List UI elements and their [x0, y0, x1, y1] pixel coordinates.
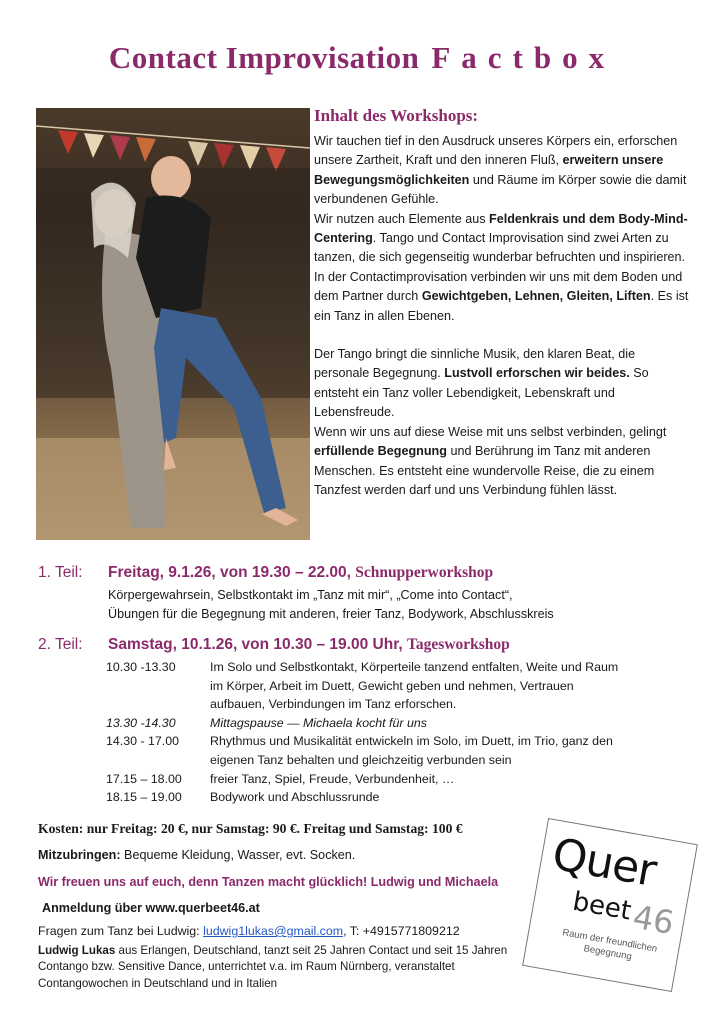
body-text-run: Wenn wir uns auf diese Weise mit uns selbst verbinden, gelingt	[314, 424, 667, 439]
schedule-desc: Bodywork und Abschlussrunde	[210, 790, 380, 805]
workshop-heading: Inhalt des Workshops:	[314, 106, 479, 125]
bring-line	[38, 848, 355, 862]
part2-label: 2. Teil:	[38, 636, 83, 653]
part1-title: Schnupperworkshop	[355, 564, 494, 581]
body-text-run: So entsteht ein Tanz voller Lebendigkeit, Lebenskraft und Lebensfreude.	[314, 366, 649, 420]
schedule-desc: Mittagspause — Michaela kocht für uns	[210, 715, 427, 730]
part2-heading	[38, 636, 510, 654]
part2-date: Samstag, 10.1.26, von 10.30 – 19.00 Uhr,	[108, 636, 403, 653]
registration-line: Anmeldung über www.querbeet46.at	[42, 901, 260, 915]
workshop-paragraph-4	[314, 423, 690, 501]
title-factbox: Factbox	[431, 40, 616, 75]
bio-name: Ludwig Lukas	[38, 944, 116, 957]
schedule-time: 18.15 – 19.00	[106, 790, 182, 805]
schedule-table	[106, 658, 630, 807]
dance-photo	[36, 108, 310, 540]
emphasis-text: erfüllende Begegnung	[314, 444, 447, 459]
emphasis-text: Feldenkrais und dem Body-Mind-Centering	[314, 211, 688, 246]
schedule-time: 14.30 - 17.00	[106, 734, 180, 749]
welcome-line: Wir freuen uns auf euch, denn Tanzen macht glücklich! Ludwig und Michaela	[38, 875, 499, 889]
body-text-run: . Es ist ein Tanz in allen Ebenen.	[314, 289, 689, 323]
schedule-time: 17.15 – 18.00	[106, 771, 182, 786]
part1-label: 1. Teil:	[38, 564, 83, 581]
dance-photo-illustration	[36, 108, 310, 540]
part2-title: Tagesworkshop	[407, 636, 510, 653]
workshop-body	[314, 132, 690, 500]
body-text-run: . Tango und Contact Improvisation sind zwei Arten zu tanzen, die sich gegenseitig wunderbar befruchten und inspirieren. In der Contactimprovisation verbinden wir uns mit dem Boden und dem Partner durch	[314, 231, 686, 304]
emphasis-text: erweitern unsere Bewegungsmöglichkeiten	[314, 153, 664, 187]
logo-beet: beet	[570, 886, 634, 927]
schedule-row	[106, 732, 630, 769]
page-title	[0, 40, 724, 76]
body-text-run: Wir tauchen tief in den Ausdruck unseres Körpers ein, erforschen unsere Zartheit, Kraft und den inneren Fluß,	[314, 134, 678, 168]
schedule-desc: freier Tanz, Spiel, Freude, Verbundenheit, …	[210, 771, 455, 786]
body-text-run: und Räume im Körper sowie die damit verbundenen Gefühle.	[314, 172, 687, 207]
part1-date: Freitag, 9.1.26, von 19.30 – 22.00,	[108, 564, 351, 581]
schedule-row	[106, 658, 630, 714]
emphasis-text: Gewichtgeben, Lehnen, Gleiten, Liften	[421, 289, 651, 304]
part1-description	[108, 586, 554, 624]
schedule-time: 10.30 -13.30	[106, 660, 176, 674]
workshop-section	[314, 106, 690, 500]
body-text-run: und Berührung im Tanz mit anderen Menschen. Es entsteht eine wundervolle Reise, die zu einem Tanzfest werden darf und uns Verbindung fühlen lässt.	[314, 444, 655, 497]
bio-text: aus Erlangen, Deutschland, tanzt seit 25 Jahren Contact und seit 15 Jahren Contango bzw. Sensitive Dance, unterrichtet v.a. im Raum Nürnberg, veranstaltet Contangowochen in Deutschland und in Italien	[38, 944, 508, 990]
logo-quer: Quer	[548, 828, 660, 897]
schedule-row	[106, 714, 630, 733]
email-link[interactable]: ludwig1lukas@gmail.com	[203, 924, 344, 938]
title-main: Contact Improvisation	[108, 40, 420, 75]
body-text-run: Der Tango bringt die sinnliche Musik, den klaren Beat, die personale Begegnung.	[314, 347, 636, 381]
schedule-row	[106, 788, 630, 807]
costs-line: Kosten: nur Freitag: 20 €, nur Samstag: 90 €. Freitag und Samstag: 100 €	[38, 821, 463, 836]
contact-suffix: , T: +4915771809212	[343, 924, 460, 938]
part1-desc-line: Körpergewahrsein, Selbstkontakt im „Tanz mit mir“, „Come into Contact“,	[108, 588, 513, 602]
part1-heading	[38, 564, 493, 582]
logo-tagline: Raum der freundlichen Begegnung	[561, 927, 659, 963]
schedule-desc: Im Solo und Selbstkontakt, Körperteile tanzend entfalten, Weite und Raum im Körper, Arbeit im Duett, Gewicht geben und nehmen, Vertrauen aufbauen, Verbindungen im Tanz erforschen.	[210, 660, 619, 712]
teacher-bio	[38, 943, 528, 992]
workshop-paragraph-2	[314, 210, 690, 326]
contact-line	[38, 924, 460, 938]
workshop-paragraph-1	[314, 132, 690, 210]
querbeet-logo	[522, 818, 698, 992]
emphasis-text: Lustvoll erforschen wir beides.	[444, 366, 630, 381]
body-text-run: Wir nutzen auch Elemente aus	[314, 211, 490, 226]
schedule-time: 13.30 -14.30	[106, 715, 176, 730]
schedule-desc: Rhythmus und Musikalität entwickeln im Solo, im Duett, im Trio, ganz den eigenen Tanz behalten und gleichzeitig verbunden sein	[210, 734, 613, 767]
bring-label: Mitzubringen:	[38, 848, 121, 862]
part1-desc-line: Übungen für die Begegnung mit anderen, freier Tanz, Bodywork, Abschlusskreis	[108, 607, 554, 621]
workshop-paragraph-3	[314, 345, 690, 423]
bring-text: Bequeme Kleidung, Wasser, evt. Socken.	[120, 848, 356, 862]
logo-number: 46	[630, 897, 677, 943]
schedule-row	[106, 770, 630, 789]
contact-prefix: Fragen zum Tanz bei Ludwig:	[38, 924, 204, 938]
